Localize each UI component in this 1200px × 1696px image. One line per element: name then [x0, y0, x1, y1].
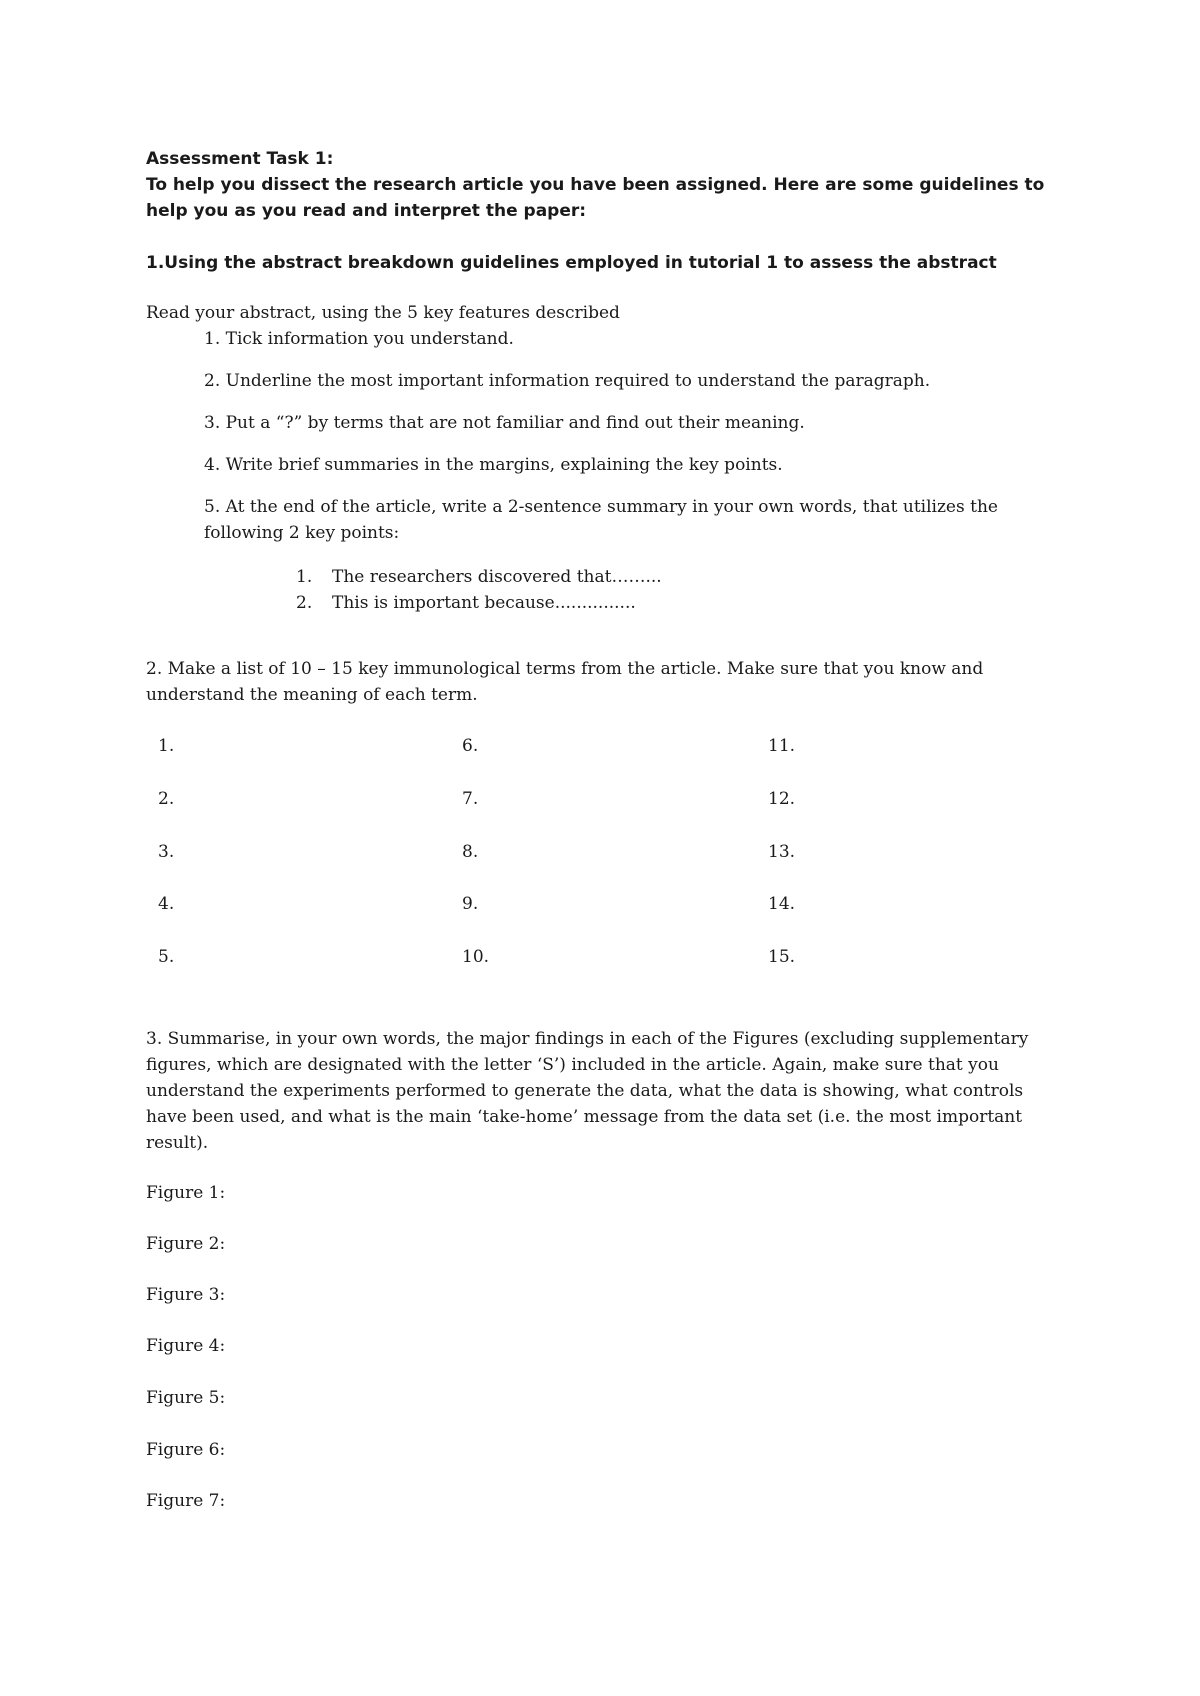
intro-line-1: To help you dissect the research article you have been assigned. Here are some guidelines to — [146, 175, 1045, 195]
key-point-2 — [296, 590, 636, 616]
figure-2-label: Figure 2: — [146, 1234, 226, 1254]
term-7: 7. — [462, 789, 479, 809]
term-15: 15. — [768, 947, 796, 967]
section3-line-1: 3. Summarise, in your own words, the major findings in each of the Figures (excluding supplementary — [146, 1029, 1029, 1049]
term-12: 12. — [768, 789, 796, 809]
term-4: 4. — [158, 894, 175, 914]
figure-6-label: Figure 6: — [146, 1440, 226, 1460]
term-9: 9. — [462, 894, 479, 914]
section2-line-1: 2. Make a list of 10 – 15 key immunological terms from the article. Make sure that you know and — [146, 659, 984, 679]
figure-7-label: Figure 7: — [146, 1491, 226, 1511]
section3-line-2: figures, which are designated with the letter ‘S’) included in the article. Again, make sure that you — [146, 1055, 999, 1075]
figure-5-label: Figure 5: — [146, 1388, 226, 1408]
term-1: 1. — [158, 736, 175, 756]
term-11: 11. — [768, 736, 796, 756]
key-point-1 — [296, 564, 662, 590]
term-8: 8. — [462, 842, 479, 862]
guideline-item-4: 4. Write brief summaries in the margins, explaining the key points. — [204, 455, 783, 475]
term-2: 2. — [158, 789, 175, 809]
page-title: Assessment Task 1: — [146, 149, 334, 169]
term-3: 3. — [158, 842, 175, 862]
guideline-item-5-continued: following 2 key points: — [204, 523, 400, 543]
term-6: 6. — [462, 736, 479, 756]
figure-1-label: Figure 1: — [146, 1183, 226, 1203]
term-5: 5. — [158, 947, 175, 967]
section1-heading: 1.Using the abstract breakdown guidelines employed in tutorial 1 to assess the abstract — [146, 253, 997, 273]
term-14: 14. — [768, 894, 796, 914]
key-point-1-text: The researchers discovered that……... — [332, 567, 662, 587]
intro-line-2: help you as you read and interpret the paper: — [146, 201, 587, 221]
guideline-item-5: 5. At the end of the article, write a 2-sentence summary in your own words, that utilizes the — [204, 497, 998, 517]
figure-4-label: Figure 4: — [146, 1336, 226, 1356]
guideline-item-3: 3. Put a “?” by terms that are not familiar and find out their meaning. — [204, 413, 805, 433]
figure-3-label: Figure 3: — [146, 1285, 226, 1305]
guideline-item-2: 2. Underline the most important information required to understand the paragraph. — [204, 371, 931, 391]
term-10: 10. — [462, 947, 490, 967]
section3-line-5: result). — [146, 1133, 209, 1153]
section2-line-2: understand the meaning of each term. — [146, 685, 478, 705]
term-13: 13. — [768, 842, 796, 862]
section3-line-4: have been used, and what is the main ‘take-home’ message from the data set (i.e. the most important — [146, 1107, 1023, 1127]
section3-line-3: understand the experiments performed to generate the data, what the data is showing, what controls — [146, 1081, 1024, 1101]
key-point-1-number: 1. — [296, 567, 313, 587]
guideline-item-1: 1. Tick information you understand. — [204, 329, 514, 349]
key-point-2-text: This is important because............... — [332, 593, 636, 613]
key-point-2-number: 2. — [296, 593, 313, 613]
section1-lead: Read your abstract, using the 5 key features described — [146, 303, 620, 323]
